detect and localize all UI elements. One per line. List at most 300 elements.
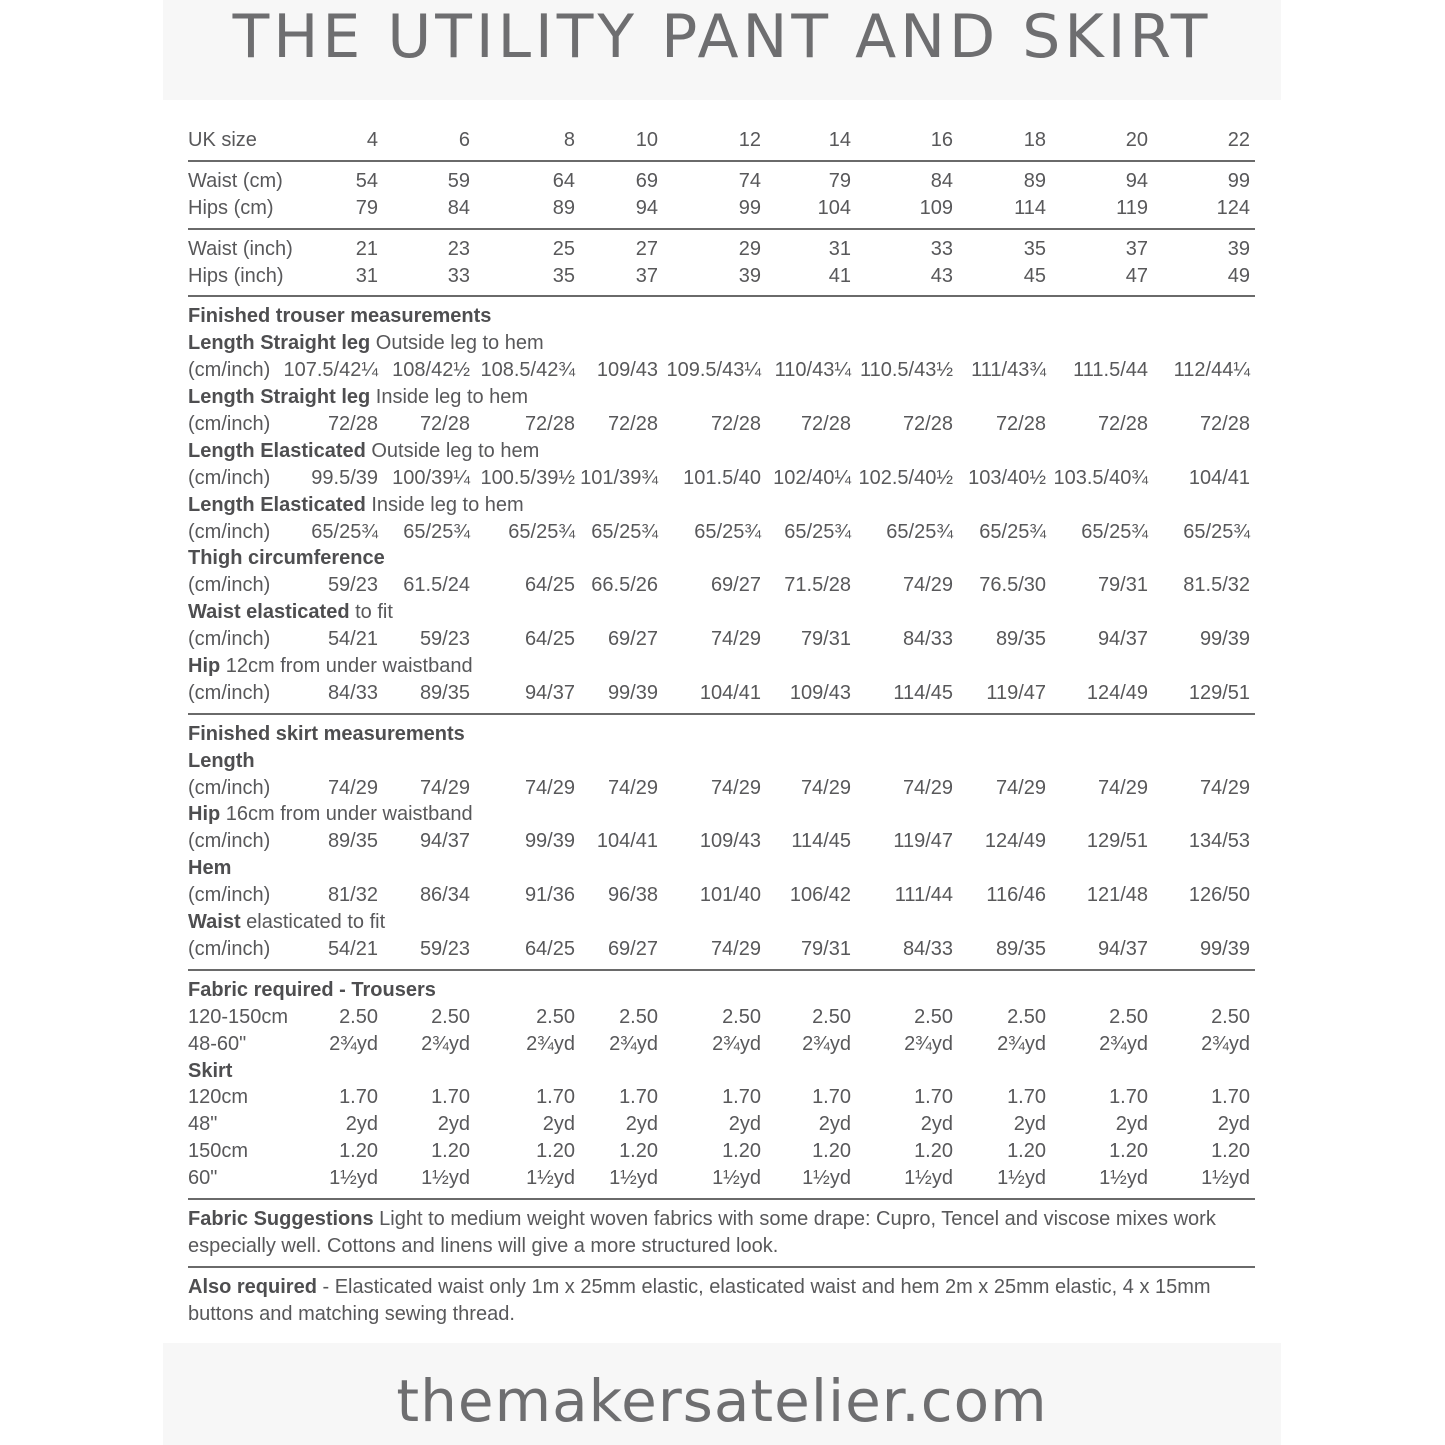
size-value: 10 [635, 129, 658, 151]
note-bold: Also required [188, 1275, 317, 1298]
heading-text [188, 438, 539, 465]
size-value: 74/29 [902, 574, 953, 597]
row-label: Waist (cm) [188, 169, 283, 192]
size-value: 109/43 [789, 681, 851, 704]
size-value: 109/43 [596, 359, 658, 382]
table-row [188, 680, 1255, 707]
measurement-heading [188, 599, 1255, 626]
row-label: (cm/inch) [188, 830, 271, 853]
size-value: 104/41 [596, 830, 658, 853]
size-value: 124/49 [1086, 681, 1148, 704]
size-value: 74/29 [710, 937, 761, 960]
size-value: 69/27 [607, 937, 658, 960]
heading-bold: Length Elasticated [188, 439, 366, 462]
size-value: 134/53 [1188, 830, 1250, 853]
size-value: 2yd [818, 1113, 851, 1136]
size-value: 119 [1116, 196, 1148, 219]
size-value: 84/33 [327, 681, 378, 704]
size-value: 2.50 [536, 1005, 575, 1028]
size-value: 65/25¾ [1183, 520, 1250, 543]
table-row [188, 411, 1255, 438]
website-url: themakersatelier.com [396, 1367, 1048, 1435]
size-value: 69/27 [710, 574, 761, 597]
heading-detail: to fit [349, 601, 393, 624]
size-value: 124/49 [984, 830, 1046, 853]
size-value: 96/38 [607, 884, 658, 907]
table-row [188, 775, 1255, 802]
row-label: 60" [188, 1167, 218, 1190]
measurement-heading [188, 855, 1255, 882]
size-value: 8 [563, 129, 575, 151]
row-label: Waist (inch) [188, 237, 293, 260]
size-value: 37 [1125, 237, 1148, 260]
table-row [188, 1165, 1255, 1192]
row-label: 150cm [188, 1140, 249, 1163]
size-value: 2¾yd [904, 1032, 953, 1055]
heading-text [188, 855, 231, 882]
size-value: 39 [738, 264, 761, 287]
size-value: 76.5/30 [979, 574, 1046, 597]
size-value: 41 [828, 264, 851, 287]
heading-text [188, 653, 473, 680]
row-label: (cm/inch) [188, 884, 271, 907]
note-paragraph [188, 1206, 1255, 1260]
size-value: 99/39 [607, 681, 658, 704]
size-value: 2¾yd [421, 1032, 470, 1055]
heading-bold: Length Straight leg [188, 386, 371, 409]
size-value: 23 [447, 237, 470, 260]
measurement-heading [188, 748, 1255, 775]
measurement-heading [188, 653, 1255, 680]
table-row [188, 1084, 1255, 1111]
size-value: 65/25¾ [591, 520, 658, 543]
section-divider [188, 969, 1255, 971]
size-value: 1½yd [1201, 1167, 1250, 1190]
size-value: 1.20 [431, 1140, 470, 1163]
heading-bold: Hem [188, 857, 232, 880]
heading-bold: Length Elasticated [188, 493, 366, 516]
row-label: (cm/inch) [188, 574, 271, 597]
size-value: 2yd [1217, 1113, 1250, 1136]
section-divider [188, 160, 1255, 162]
heading-detail: Outside leg to hem [370, 332, 544, 355]
size-value: 2yd [345, 1113, 378, 1136]
size-value: 102/40¼ [773, 466, 851, 489]
size-value: 100.5/39½ [480, 466, 575, 489]
heading-bold: Skirt [188, 1059, 233, 1082]
size-value: 2¾yd [1201, 1032, 1250, 1055]
size-value: 1.70 [914, 1086, 953, 1109]
size-value: 64 [552, 169, 575, 192]
row-label: Hips (cm) [188, 196, 274, 219]
size-value: 2¾yd [1099, 1032, 1148, 1055]
size-value: 1.20 [339, 1140, 378, 1163]
heading-detail: Inside leg to hem [370, 386, 529, 409]
size-value: 54 [355, 169, 378, 192]
size-value: 2.50 [619, 1005, 658, 1028]
size-value: 91/36 [524, 884, 575, 907]
row-label: Hips (inch) [188, 264, 284, 287]
size-value: 74/29 [1097, 776, 1148, 799]
size-value: 99/39 [1199, 628, 1250, 651]
heading-detail: elasticated to fit [240, 911, 386, 934]
section-divider [188, 713, 1255, 715]
table-row [188, 236, 1255, 263]
section-divider [188, 228, 1255, 230]
size-value: 2yd [437, 1113, 470, 1136]
size-value: 100/39¼ [392, 466, 470, 489]
size-value: 114/45 [791, 830, 851, 853]
measurement-heading [188, 801, 1255, 828]
size-value: 99/39 [1199, 937, 1250, 960]
size-value: 2.50 [431, 1005, 470, 1028]
heading-text [188, 1058, 232, 1085]
size-value: 1½yd [904, 1167, 953, 1190]
table-row [188, 1111, 1255, 1138]
size-value: 99.5/39 [311, 466, 378, 489]
size-value: 59/23 [327, 574, 378, 597]
heading-detail: 16cm from under waistband [220, 803, 473, 826]
measurement-heading [188, 1058, 1255, 1085]
size-value: 71.5/28 [784, 574, 851, 597]
size-value: 89 [1023, 169, 1046, 192]
table-row [188, 263, 1255, 290]
size-value: 126/50 [1188, 884, 1250, 907]
table-row [188, 572, 1255, 599]
size-value: 72/28 [524, 413, 575, 436]
size-value: 111.5/44 [1073, 359, 1148, 382]
row-label: 120-150cm [188, 1005, 289, 1028]
size-value: 111/44 [894, 884, 953, 907]
table-row [188, 1004, 1255, 1031]
size-value: 104 [817, 196, 851, 219]
heading-text [188, 384, 528, 411]
row-label: (cm/inch) [188, 628, 271, 651]
size-value: 54/21 [327, 628, 378, 651]
size-value: 116/46 [986, 884, 1046, 907]
size-value: 94/37 [1097, 937, 1148, 960]
size-value: 4 [366, 129, 378, 151]
heading-text [188, 909, 385, 936]
size-value: 106/42 [789, 884, 851, 907]
size-value: 107.5/42¼ [283, 359, 378, 382]
size-chart [188, 127, 1255, 1328]
size-value: 69/27 [607, 628, 658, 651]
size-value: 65/25¾ [508, 520, 575, 543]
measurement-heading [188, 303, 1255, 330]
size-value: 1½yd [997, 1167, 1046, 1190]
row-label: (cm/inch) [188, 776, 271, 799]
size-value: 89 [552, 196, 575, 219]
size-value: 2.50 [914, 1005, 953, 1028]
size-value: 61.5/24 [403, 574, 470, 597]
heading-text [188, 303, 491, 330]
size-value: 2yd [625, 1113, 658, 1136]
size-value: 43 [930, 264, 953, 287]
size-value: 102.5/40½ [858, 466, 953, 489]
size-value: 1½yd [329, 1167, 378, 1190]
size-value: 35 [1023, 237, 1046, 260]
size-value: 2yd [728, 1113, 761, 1136]
size-value: 2.50 [812, 1005, 851, 1028]
size-value: 74/29 [1199, 776, 1250, 799]
size-value: 1.70 [339, 1086, 378, 1109]
size-value: 2.50 [722, 1005, 761, 1028]
size-value: 64/25 [524, 628, 575, 651]
size-value: 45 [1023, 264, 1046, 287]
size-value: 12 [738, 129, 761, 151]
size-value: 84/33 [902, 628, 953, 651]
size-value: 81.5/32 [1183, 574, 1250, 597]
size-value: 79 [828, 169, 851, 192]
size-value: 1.20 [1007, 1140, 1046, 1163]
table-row [188, 127, 1255, 154]
table-row [188, 168, 1255, 195]
measurement-heading [188, 330, 1255, 357]
size-value: 33 [447, 264, 470, 287]
size-value: 31 [828, 237, 851, 260]
heading-bold: Fabric required - Trousers [188, 978, 436, 1001]
size-value: 2yd [920, 1113, 953, 1136]
size-value: 114 [1014, 196, 1046, 219]
heading-bold: Hip [188, 803, 221, 826]
measurement-heading [188, 909, 1255, 936]
size-value: 74/29 [710, 628, 761, 651]
table-row [188, 357, 1255, 384]
size-value: 72/28 [607, 413, 658, 436]
row-label: (cm/inch) [188, 681, 271, 704]
measurement-heading [188, 384, 1255, 411]
size-value: 89/35 [995, 937, 1046, 960]
size-value: 21 [355, 237, 378, 260]
size-value: 89/35 [419, 681, 470, 704]
size-value: 119/47 [893, 830, 953, 853]
size-value: 22 [1227, 129, 1250, 151]
size-value: 112/44¼ [1173, 359, 1250, 382]
size-value: 99 [738, 196, 761, 219]
size-value: 79/31 [800, 937, 851, 960]
size-value: 94 [635, 196, 658, 219]
size-value: 109/43 [699, 830, 761, 853]
heading-text [188, 748, 255, 775]
size-value: 39 [1227, 237, 1250, 260]
table-row [188, 828, 1255, 855]
size-value: 81/32 [327, 884, 378, 907]
heading-text [188, 330, 544, 357]
size-value: 2yd [1013, 1113, 1046, 1136]
size-value: 49 [1227, 264, 1250, 287]
size-value: 84/33 [902, 937, 953, 960]
size-value: 1.20 [1211, 1140, 1250, 1163]
size-value: 54/21 [327, 937, 378, 960]
size-value: 109 [919, 196, 953, 219]
size-value: 16 [930, 129, 953, 151]
size-value: 2.50 [339, 1005, 378, 1028]
section-divider [188, 295, 1255, 297]
size-value: 64/25 [524, 937, 575, 960]
table-row [188, 519, 1255, 546]
size-value: 74/29 [607, 776, 658, 799]
size-value: 69 [635, 169, 658, 192]
size-value: 1½yd [712, 1167, 761, 1190]
heading-bold: Length Straight leg [188, 332, 371, 355]
row-label: (cm/inch) [188, 520, 271, 543]
note-bold: Fabric Suggestions [188, 1207, 374, 1230]
size-value: 74/29 [800, 776, 851, 799]
size-value: 2.50 [1211, 1005, 1250, 1028]
row-label: (cm/inch) [188, 466, 271, 489]
size-value: 104/41 [699, 681, 761, 704]
size-value: 74 [738, 169, 761, 192]
size-value: 1.20 [812, 1140, 851, 1163]
size-value: 37 [635, 264, 658, 287]
size-value: 129/51 [1188, 681, 1250, 704]
size-value: 1.70 [619, 1086, 658, 1109]
size-value: 79 [355, 196, 378, 219]
page-title: THE UTILITY PANT AND SKIRT [232, 2, 1212, 72]
size-value: 74/29 [419, 776, 470, 799]
row-label: 48" [188, 1113, 218, 1136]
heading-bold: Hip [188, 655, 221, 678]
size-value: 74/29 [710, 776, 761, 799]
footer-band [163, 1343, 1281, 1445]
size-value: 103/40½ [968, 466, 1046, 489]
size-value: 65/25¾ [694, 520, 761, 543]
size-value: 129/51 [1086, 830, 1148, 853]
size-value: 1.70 [722, 1086, 761, 1109]
size-value: 1.70 [536, 1086, 575, 1109]
size-value: 74/29 [995, 776, 1046, 799]
size-value: 18 [1023, 129, 1046, 151]
size-value: 99/39 [524, 830, 575, 853]
row-label: 48-60" [188, 1032, 247, 1055]
heading-detail: Inside leg to hem [365, 493, 524, 516]
size-value: 89/35 [327, 830, 378, 853]
table-row [188, 195, 1255, 222]
size-value: 2¾yd [526, 1032, 575, 1055]
size-value: 72/28 [1199, 413, 1250, 436]
size-value: 84 [447, 196, 470, 219]
section-divider [188, 1266, 1255, 1268]
size-value: 2¾yd [609, 1032, 658, 1055]
size-value: 72/28 [995, 413, 1046, 436]
size-value: 109.5/43¼ [666, 359, 761, 382]
size-value: 110/43¼ [774, 359, 851, 382]
size-value: 1.20 [914, 1140, 953, 1163]
size-value: 25 [552, 237, 575, 260]
size-value: 1½yd [421, 1167, 470, 1190]
heading-bold: Thigh circumference [188, 547, 385, 570]
size-value: 108.5/42¾ [480, 359, 575, 382]
size-value: 72/28 [902, 413, 953, 436]
size-value: 124 [1216, 196, 1250, 219]
heading-text [188, 801, 473, 828]
size-value: 103.5/40¾ [1053, 466, 1148, 489]
size-value: 110.5/43½ [859, 359, 953, 382]
size-value: 65/25¾ [979, 520, 1046, 543]
size-value: 2¾yd [802, 1032, 851, 1055]
size-value: 89/35 [995, 628, 1046, 651]
size-value: 2.50 [1109, 1005, 1148, 1028]
size-value: 94/37 [1097, 628, 1148, 651]
size-value: 1½yd [609, 1167, 658, 1190]
heading-bold: Finished skirt measurements [188, 722, 465, 745]
size-value: 119/47 [986, 681, 1046, 704]
size-value: 1.70 [1109, 1086, 1148, 1109]
table-row [188, 936, 1255, 963]
size-value: 72/28 [327, 413, 378, 436]
size-value: 79/31 [800, 628, 851, 651]
note-text: - Elasticated waist only 1m x 25mm elastic, elasticated waist and hem 2m x 25mm elastic, 4 x 15mm buttons and matching sewing thread. [188, 1275, 1211, 1325]
note-paragraph [188, 1274, 1255, 1328]
size-value: 1½yd [802, 1167, 851, 1190]
size-value: 2.50 [1007, 1005, 1046, 1028]
size-value: 94/37 [524, 681, 575, 704]
heading-text [188, 545, 385, 572]
size-value: 66.5/26 [591, 574, 658, 597]
size-value: 114/45 [893, 681, 953, 704]
heading-bold: Finished trouser measurements [188, 305, 492, 328]
size-value: 79/31 [1097, 574, 1148, 597]
heading-text [188, 977, 436, 1004]
size-value: 31 [355, 264, 378, 287]
table-row [188, 465, 1255, 492]
size-value: 99 [1227, 169, 1250, 192]
size-value: 94 [1125, 169, 1148, 192]
table-row [188, 1138, 1255, 1165]
size-value: 47 [1125, 264, 1148, 287]
size-value: 59/23 [419, 937, 470, 960]
size-value: 65/25¾ [886, 520, 953, 543]
size-value: 29 [738, 237, 761, 260]
size-value: 121/48 [1086, 884, 1148, 907]
heading-text [188, 721, 465, 748]
row-label: (cm/inch) [188, 359, 271, 382]
size-value: 35 [552, 264, 575, 287]
row-label: 120cm [188, 1086, 249, 1109]
size-value: 33 [930, 237, 953, 260]
title-band [163, 0, 1281, 100]
size-value: 72/28 [419, 413, 470, 436]
row-label: UK size [188, 129, 257, 151]
heading-bold: Length [188, 749, 255, 772]
size-value: 2yd [1115, 1113, 1148, 1136]
size-value: 101/40 [699, 884, 761, 907]
heading-bold: Waist [188, 911, 241, 934]
size-value: 72/28 [1097, 413, 1148, 436]
section-divider [188, 1198, 1255, 1200]
size-value: 59 [447, 169, 470, 192]
size-value: 14 [828, 129, 851, 151]
size-value: 111/43¾ [971, 359, 1046, 382]
measurement-heading [188, 545, 1255, 572]
size-value: 1.70 [431, 1086, 470, 1109]
size-value: 74/29 [902, 776, 953, 799]
measurement-heading [188, 492, 1255, 519]
size-value: 59/23 [419, 628, 470, 651]
size-value: 1.20 [1109, 1140, 1148, 1163]
row-label: (cm/inch) [188, 413, 271, 436]
size-value: 1.70 [812, 1086, 851, 1109]
size-value: 1.20 [722, 1140, 761, 1163]
size-value: 65/25¾ [784, 520, 851, 543]
table-row [188, 626, 1255, 653]
size-value: 1.20 [536, 1140, 575, 1163]
size-value: 72/28 [710, 413, 761, 436]
size-value: 101.5/40 [683, 466, 761, 489]
size-value: 65/25¾ [403, 520, 470, 543]
heading-text [188, 492, 524, 519]
